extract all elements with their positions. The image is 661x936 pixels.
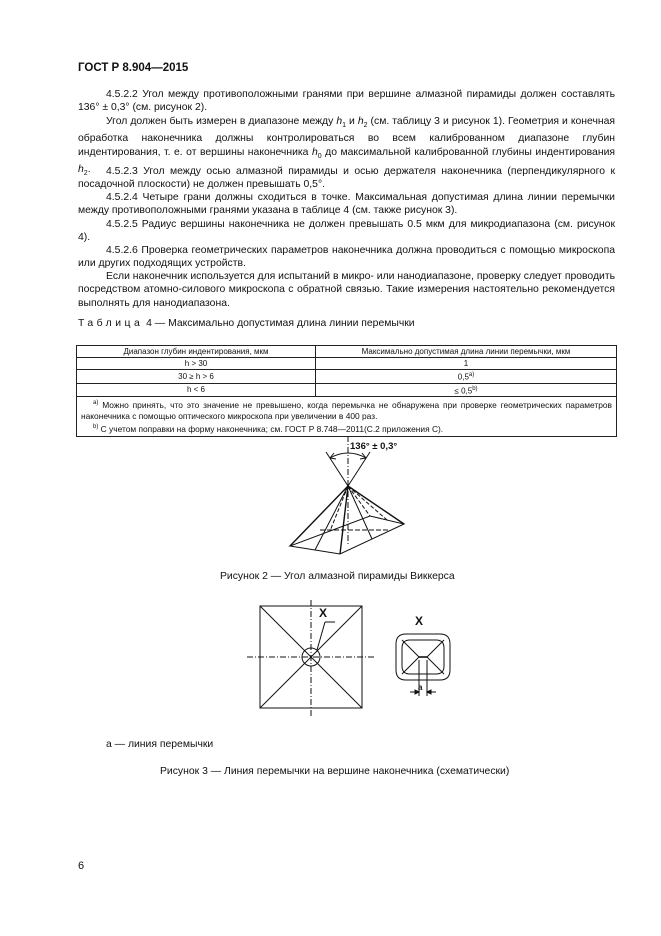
figure-3-caption: Рисунок 3 — Линия перемычки на вершине наконечника (схематически) bbox=[160, 766, 510, 777]
page-header: ГОСТ Р 8.904—2015 bbox=[78, 62, 189, 74]
paragraph-4-5-2-2: 4.5.2.2 Угол между противоположными гранями при вершине алмазной пирамиды должен составлять 136° ± 0,3° (см. рисунок 2). bbox=[78, 89, 615, 114]
detail-label-right: X bbox=[415, 614, 424, 628]
bridge-detail-figure bbox=[392, 626, 454, 704]
table-row bbox=[77, 383, 617, 397]
table-footnotes bbox=[77, 397, 617, 437]
table-cell-range: h > 30 bbox=[77, 358, 316, 370]
table-cell-range: 30 ≥ h > 6 bbox=[77, 370, 316, 384]
table-cell-range: h < 6 bbox=[77, 383, 316, 397]
table-footnotes-row bbox=[77, 397, 617, 437]
table-row bbox=[77, 370, 617, 384]
figure-2-caption: Рисунок 2 — Угол алмазной пирамиды Виккерса bbox=[220, 571, 455, 582]
table-cell-value: 0,5$^{a)}$ bbox=[316, 370, 617, 384]
footnote-a: $^{a)}$ Можно принять, что это значение не превышено, когда перемычка не обнаружена при проверке геометрических параметров наконечника с помощью оптического микроскопа при увеличении в 400 раз. bbox=[81, 400, 612, 422]
table-row bbox=[77, 358, 617, 370]
page-number: 6 bbox=[78, 860, 85, 872]
figure-3-legend: a — линия перемычки bbox=[106, 739, 214, 750]
table-cell-value: 1 bbox=[316, 358, 617, 370]
paragraph-4-5-2-5: 4.5.2.5 Радиус вершины наконечника не должен превышать 0.5 мкм для микродиапазона (см. рисунок 4). bbox=[78, 219, 615, 244]
footnote-b: $^{b)}$ С учетом поправки на форму наконечника; см. ГОСТ Р 8.748—2011(С.2 приложения С). bbox=[93, 423, 444, 434]
paragraph-angle-range: Угол должен быть измерен в диапазоне между $h_1$ и $h_2$ (см. таблицу 3 и рисунок 1). Геометрия и конечная обработка наконечника должны контролироваться во всем калиброванном диапазоне глубин индентирования, т. е. от вершины наконечника $h_0$ до максимальной калиброванной глубины индентирования $h_2$. bbox=[78, 116, 615, 178]
vickers-pyramid-figure bbox=[280, 434, 420, 556]
bridge-label: a bbox=[418, 683, 423, 692]
table-header-row bbox=[77, 346, 617, 358]
angle-label: 136° ± 0,3° bbox=[350, 441, 398, 452]
bridge-length-table bbox=[76, 345, 617, 437]
table-cell-value: ≤ $0,5^{b)}$ bbox=[316, 383, 617, 397]
paragraph-4-5-2-4: 4.5.2.4 Четыре грани должны сходиться в точке. Максимальная допустимая длина линии перемычки между противоположными гранями указана в таблице 4 (см. также рисунок 3). bbox=[78, 192, 615, 217]
indenter-top-view-figure bbox=[245, 600, 377, 718]
paragraph-4-5-2-3: 4.5.2.3 Угол между осью алмазной пирамиды и осью держателя наконечника (перпендикулярного к посадочной плоскости) не должен превышать 0,5°. bbox=[78, 166, 615, 191]
table-header-length: Максимально допустимая длина линии перемычки, мкм bbox=[316, 346, 617, 358]
table-header-range: Диапазон глубин индентирования, мкм bbox=[77, 346, 316, 358]
detail-label-left: X bbox=[319, 606, 328, 620]
paragraph-4-5-2-6: 4.5.2.6 Проверка геометрических параметров наконечника должна проводиться с помощью микроскопа или других подходящих устройств. bbox=[78, 245, 615, 270]
paragraph-afm: Если наконечник используется для испытаний в микро- или нанодиапазоне, проверку следует проводить посредством атомно-силового микроскопа с обратной связью. Такие измерения настоятельно рекомендуется выполнять для нанодиапазона. bbox=[78, 271, 615, 309]
table-caption: Таблица 4 — Максимально допустимая длина линии перемычки bbox=[78, 318, 415, 329]
